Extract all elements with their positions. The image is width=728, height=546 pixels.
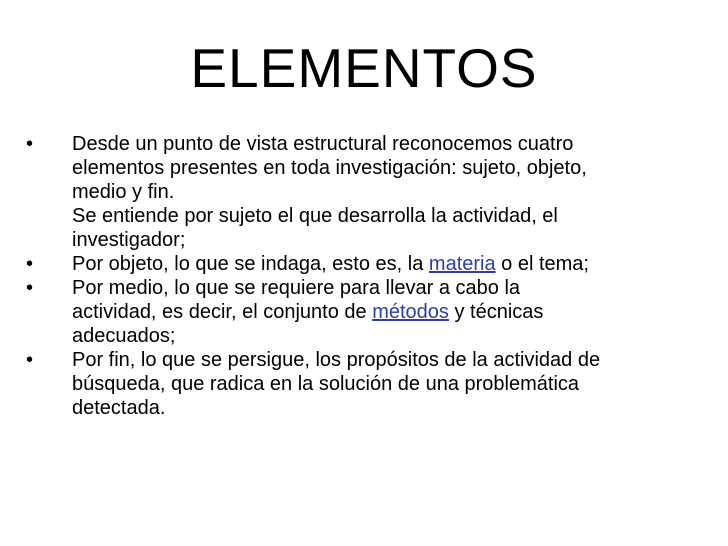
list-item bbox=[26, 348, 686, 420]
text-line: detectada. bbox=[72, 397, 166, 419]
text-line: Por fin, lo que se persigue, los propósitos de la actividad de bbox=[72, 349, 601, 371]
list-item bbox=[26, 252, 686, 276]
metodos-link[interactable]: métodos bbox=[372, 301, 449, 323]
bullet-icon bbox=[26, 348, 72, 372]
text-line: búsqueda, que radica en la solución de una problemática bbox=[72, 373, 580, 395]
bullet-icon bbox=[26, 276, 72, 300]
text-line: Por medio, lo que se requiere para llevar a cabo la bbox=[72, 277, 521, 299]
list-item bbox=[26, 132, 686, 252]
bullet-icon bbox=[26, 132, 72, 156]
text-line: adecuados; bbox=[72, 325, 176, 347]
text-segment: o el tema; bbox=[495, 253, 589, 275]
text-segment: y técnicas bbox=[448, 301, 544, 323]
text-line: elementos presentes en toda investigación: sujeto, objeto, bbox=[72, 157, 587, 179]
text-segment: actividad, es decir, el conjunto de bbox=[72, 301, 373, 323]
text-line: medio y fin. bbox=[72, 181, 175, 203]
materia-link[interactable]: materia bbox=[428, 253, 496, 275]
text-line: Se entiende por sujeto el que desarrolla la actividad, el bbox=[72, 205, 558, 227]
text-line: investigador; bbox=[72, 229, 186, 251]
text-line bbox=[72, 252, 686, 276]
bullet-list bbox=[26, 132, 686, 420]
slide-title: ELEMENTOS bbox=[190, 37, 538, 99]
text-line: Desde un punto de vista estructural reconocemos cuatro bbox=[72, 133, 574, 155]
text-segment: Por objeto, lo que se indaga, esto es, la bbox=[72, 253, 429, 275]
list-item bbox=[26, 276, 686, 348]
text-line bbox=[72, 300, 686, 324]
bullet-icon bbox=[26, 252, 72, 276]
